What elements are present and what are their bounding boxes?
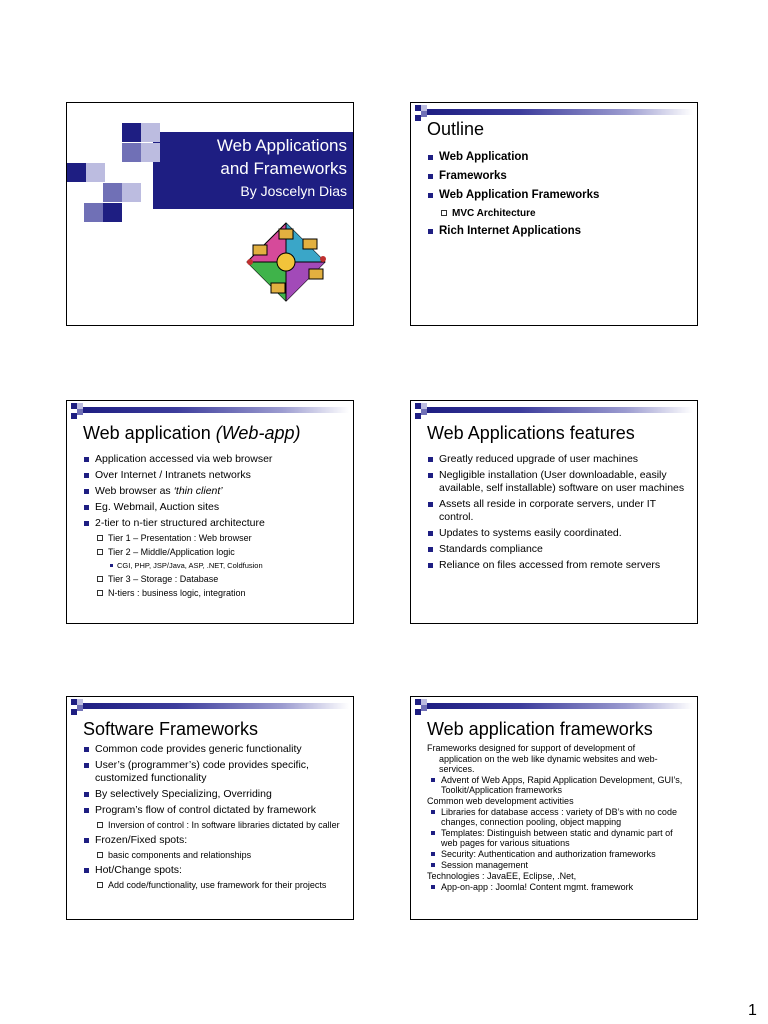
list-item: Program’s flow of control dictated by framework — [83, 804, 345, 817]
deco-square — [86, 163, 105, 182]
deco-square — [122, 123, 141, 142]
list-subitem: Tier 2 – Middle/Application logic — [97, 547, 345, 558]
list-item: Eg. Webmail, Auction sites — [83, 501, 345, 514]
deco-square — [122, 143, 141, 162]
list-subitem: Tier 3 – Storage : Database — [97, 574, 345, 585]
slide-title: Web Applications features — [427, 423, 635, 443]
paragraph: Frameworks designed for support of development of — [427, 743, 636, 753]
slide-header-decoration — [67, 401, 353, 421]
list-item: 2-tier to n-tier structured architecture — [83, 517, 345, 530]
slide-title-main: Web application — [83, 423, 211, 443]
deco-square — [122, 183, 141, 202]
list-item: App-on-app : Joomla! Content mgmt. framework — [429, 882, 691, 892]
list-subitem: basic components and relationships — [97, 850, 345, 861]
list-item-text: Web browser as — [95, 485, 171, 497]
title-line-1: Web Applications — [216, 136, 347, 155]
slide-title — [66, 102, 354, 326]
list-item-italic: ‘thin client’ — [173, 485, 223, 497]
list-item: Over Internet / Intranets networks — [83, 469, 345, 482]
list-item: Greatly reduced upgrade of user machines — [427, 453, 689, 466]
list-item: Frozen/Fixed spots: — [83, 834, 345, 847]
list-item: Security: Authentication and authorization frameworks — [429, 849, 691, 859]
list-item: Hot/Change spots: — [83, 864, 345, 877]
slide-software-frameworks — [66, 696, 354, 920]
slide-features — [410, 400, 698, 624]
page-number: 1 — [748, 1002, 757, 1019]
slide-web-application — [66, 400, 354, 624]
list-item: Templates: Distinguish between static and dynamic part of web pages for various situations — [429, 828, 691, 848]
deco-square — [103, 203, 122, 222]
list-subitem: Add code/functionality, use framework for their projects — [97, 880, 345, 891]
list-item: Frameworks — [427, 170, 689, 183]
slide-title — [83, 423, 300, 444]
slide-body — [427, 743, 691, 893]
list-subitem: Tier 1 – Presentation : Web browser — [97, 533, 345, 544]
bullet-list — [83, 743, 345, 894]
paragraph: Common web development activities — [427, 796, 574, 806]
slide-title: Software Frameworks — [83, 719, 259, 739]
list-subitem: Inversion of control : In software libraries dictated by caller — [97, 820, 345, 831]
slide-header-decoration — [411, 401, 697, 421]
list-item: Rich Internet Applications — [427, 225, 689, 238]
slide-header-decoration — [67, 697, 353, 717]
deco-square — [141, 143, 160, 162]
list-item — [83, 485, 345, 498]
deco-square — [141, 123, 160, 142]
title-author: By Joscelyn Dias — [240, 183, 347, 199]
slide-outline — [410, 102, 698, 326]
list-item: Negligible installation (User downloadable, easily available, self installable) software on user machines — [427, 469, 689, 495]
deco-square — [67, 163, 86, 182]
list-item: Application accessed via web browser — [83, 453, 345, 466]
title-text — [217, 134, 347, 203]
outline-list — [427, 151, 689, 244]
list-subitem: MVC Architecture — [441, 208, 689, 219]
bullet-list — [427, 453, 689, 575]
list-item: Standards compliance — [427, 543, 689, 556]
list-item: Updates to systems easily coordinated. — [427, 527, 689, 540]
slide-title-italic: (Web-app) — [215, 423, 301, 443]
list-subitem: N-tiers : business logic, integration — [97, 588, 345, 599]
list-item: Reliance on files accessed from remote servers — [427, 559, 689, 572]
deco-square — [103, 183, 122, 202]
list-item: Advent of Web Apps, Rapid Application Development, GUI’s, Toolkit/Application frameworks — [429, 775, 691, 795]
paragraph: Technologies : JavaEE, Eclipse, .Net, — [427, 871, 577, 881]
list-subsubitem: CGI, PHP, JSP/Java, ASP, .NET, Coldfusion — [109, 561, 345, 571]
network-clipart-icon — [243, 219, 329, 305]
title-line-2: and Frameworks — [220, 159, 347, 178]
list-item: Common code provides generic functionality — [83, 743, 345, 756]
list-item: By selectively Specializing, Overriding — [83, 788, 345, 801]
slide-title: Outline — [427, 119, 485, 139]
list-item: User’s (programmer’s) code provides specific, customized functionality — [83, 759, 345, 785]
list-item: Libraries for database access : variety of DB’s with no code changes, connection pooling, object mapping — [429, 807, 691, 827]
slide-web-app-frameworks — [410, 696, 698, 920]
paragraph: application on the web like dynamic websites and web-services. — [439, 754, 658, 774]
list-item: Session management — [429, 860, 691, 870]
bullet-list — [83, 453, 345, 602]
list-item: Web Application — [427, 151, 689, 164]
slide-header-decoration — [411, 697, 697, 717]
slide-title: Web application frameworks — [427, 719, 653, 739]
list-item: Web Application Frameworks — [427, 189, 689, 202]
list-item: Assets all reside in corporate servers, under IT control. — [427, 498, 689, 524]
deco-square — [84, 203, 103, 222]
